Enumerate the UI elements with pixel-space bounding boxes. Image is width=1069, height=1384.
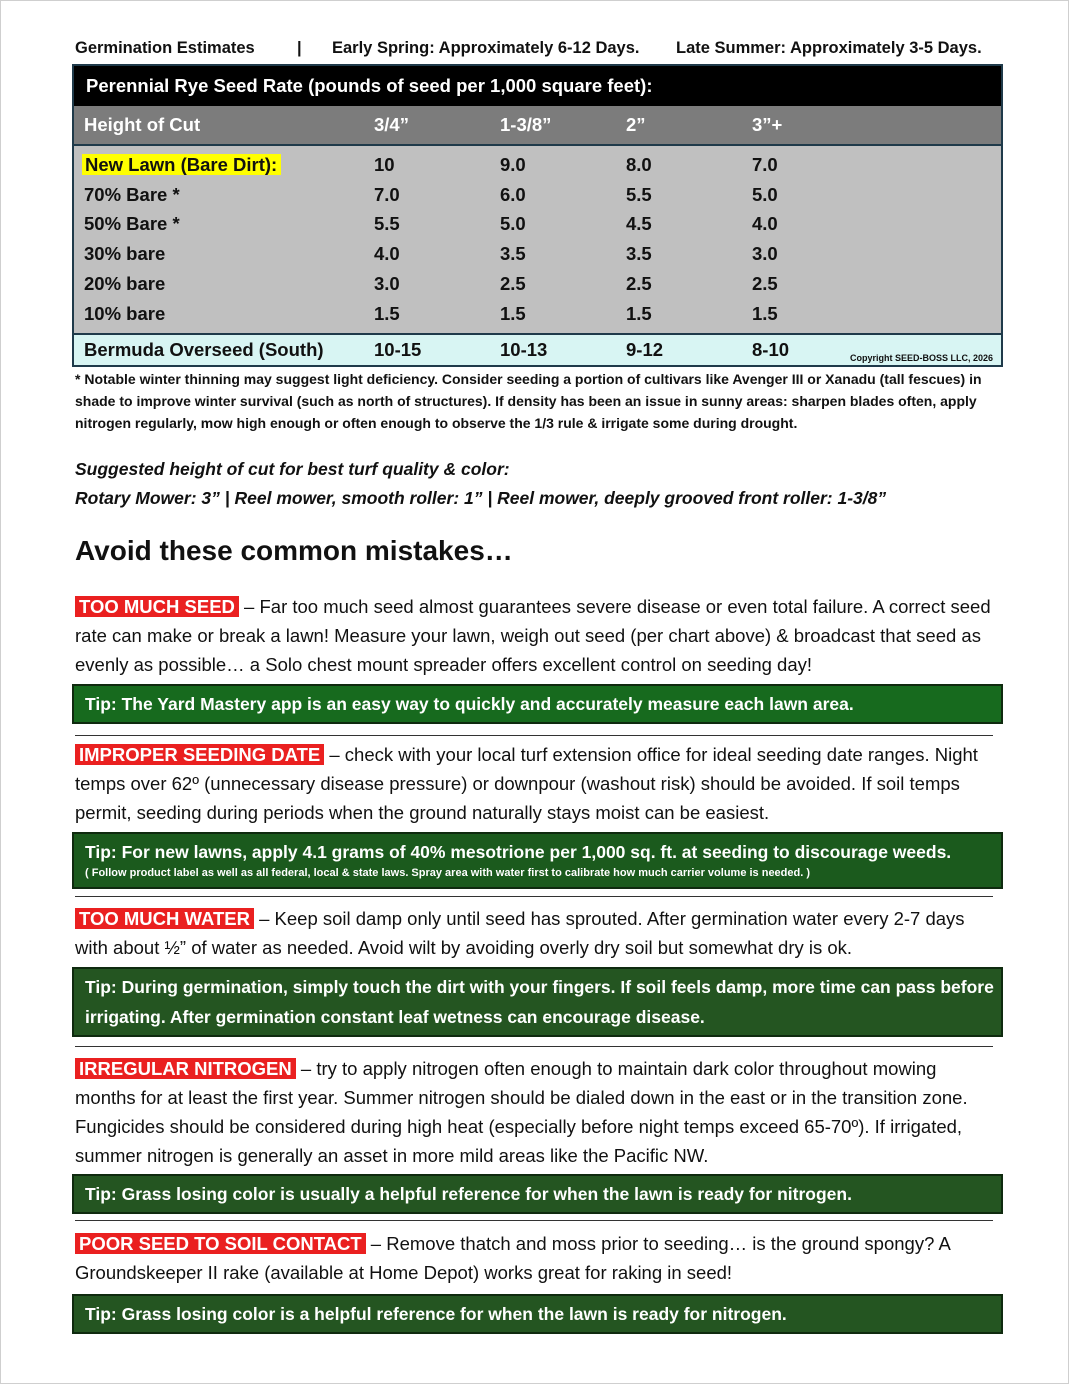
table-cell: 7.0 <box>752 153 778 175</box>
table-body <box>74 146 1001 333</box>
table-cell: 3.0 <box>374 273 400 295</box>
table-cell: 5.5 <box>374 213 400 235</box>
divider <box>75 735 993 736</box>
table-row <box>74 150 1001 180</box>
suggested-height-of-cut <box>75 455 1015 512</box>
mistake-tag: IRREGULAR NITROGEN <box>75 1058 296 1079</box>
highlighted-label: New Lawn (Bare Dirt): <box>82 154 281 175</box>
table-row <box>74 299 1001 329</box>
table-row <box>74 269 1001 299</box>
mistake-tag: TOO MUCH SEED <box>75 596 239 617</box>
copyright-notice: Copyright SEED-BOSS LLC, 2026 <box>849 352 993 363</box>
header-col-1: 3/4” <box>374 114 409 135</box>
header-col-2: 1-3/8” <box>500 114 552 135</box>
mistake-text: – check with your local turf extension office for ideal seeding date ranges. Night temps over 62º (unnecessary disease pressure) or downpour (washout risk) should be avoided. If soil temps permit, seeding during periods when the ground naturally stays moist can be easiest. <box>75 744 978 823</box>
seed-rate-table <box>72 64 1003 367</box>
table-cell: 8-10 <box>752 338 790 360</box>
table-cell: 1.5 <box>374 302 400 324</box>
mistake-poor-seed-to-soil-contact <box>75 1229 1000 1287</box>
divider <box>75 1220 993 1221</box>
table-cell: 8.0 <box>626 153 652 175</box>
mistake-irregular-nitrogen <box>75 1054 1000 1170</box>
divider <box>75 896 993 897</box>
table-cell: 4.5 <box>626 213 652 235</box>
suggest-details: Rotary Mower: 3” | Reel mower, smooth roller: 1” | Reel mower, deeply grooved front roller: 1-3/8” <box>75 487 887 508</box>
table-cell: 1.5 <box>500 302 526 324</box>
table-cell: 3.5 <box>626 243 652 265</box>
germination-separator: | <box>297 39 302 57</box>
divider <box>75 1046 993 1047</box>
header-col-4: 3”+ <box>752 114 783 135</box>
tip-text: Tip: For new lawns, apply 4.1 grams of 40% mesotrione per 1,000 sq. ft. at seeding to discourage weeds. <box>85 842 952 862</box>
mistake-tag: TOO MUCH WATER <box>75 908 254 929</box>
table-header-row <box>74 106 1001 146</box>
avoid-mistakes-heading: Avoid these common mistakes… <box>75 535 513 566</box>
row-label: 10% bare <box>84 302 166 324</box>
table-cell: 6.0 <box>500 183 526 205</box>
table-cell: 2.5 <box>752 273 778 295</box>
row-label: Bermuda Overseed (South) <box>84 338 324 360</box>
table-cell: 3.5 <box>500 243 526 265</box>
table-cell: 5.5 <box>626 183 652 205</box>
table-cell: 5.0 <box>500 213 526 235</box>
table-cell: 4.0 <box>752 213 778 235</box>
table-cell: 2.5 <box>626 273 652 295</box>
table-row <box>74 180 1001 210</box>
tip-text: Tip: Grass losing color is a helpful reference for when the lawn is ready for nitrogen. <box>85 1304 787 1324</box>
tip-disclaimer: ( Follow product label as well as all federal, local & state laws. Spray area with water first to calibrate how much carrier volume is needed. ) <box>85 867 811 879</box>
mistake-tag: POOR SEED TO SOIL CONTACT <box>75 1233 366 1254</box>
row-label: 50% Bare * <box>84 213 180 235</box>
table-row <box>74 210 1001 240</box>
mistake-improper-seeding-date <box>75 740 1000 827</box>
tip-box <box>72 1294 1003 1334</box>
table-title: Perennial Rye Seed Rate (pounds of seed per 1,000 square feet): <box>74 66 1001 106</box>
table-cell: 3.0 <box>752 243 778 265</box>
mistake-text: – try to apply nitrogen often enough to maintain dark color throughout mowing months for at least the first year. Summer nitrogen should be dialed down in the east or in the transition zone. Fungicides should be considered during high heat (especially before night temps exceed 65-70º). If irrigated, summer nitrogen is generally an asset in more mild areas like the Pacific NW. <box>75 1058 968 1166</box>
mistake-text: – Far too much seed almost guarantees severe disease or even total failure. A correct seed rate can make or break a lawn! Measure your lawn, weigh out seed (per chart above) & broadcast that seed as evenly as possible… a Solo chest mount spreader offers excellent control on seeding day! <box>75 596 991 675</box>
table-cell: 4.0 <box>374 243 400 265</box>
table-cell: 5.0 <box>752 183 778 205</box>
mistake-text: – Remove thatch and moss prior to seeding… is the ground spongy? A Groundskeeper II rake (available at Home Depot) works great for raking in seed! <box>75 1233 950 1283</box>
header-col-3: 2” <box>626 114 646 135</box>
table-cell: 10 <box>374 153 395 175</box>
table-cell: 9-12 <box>626 338 664 360</box>
mistake-too-much-water <box>75 904 1000 962</box>
suggest-heading: Suggested height of cut for best turf quality & color: <box>75 459 510 479</box>
footnote: * Notable winter thinning may suggest light deficiency. Consider seeding a portion of cultivars like Avenger III or Xanadu (tall fescues) in shade to improve winter survival (such as north of structures). If density has been an issue in sunny areas: sharpen blades often, apply nitrogen regularly, mow high enough or often enough to observe the 1/3 rule & irrigate some during drought. <box>75 371 982 431</box>
table-cell: 2.5 <box>500 273 526 295</box>
germination-late-summer: Late Summer: Approximately 3-5 Days. <box>676 39 982 57</box>
table-cell: 1.5 <box>752 302 778 324</box>
row-label: 20% bare <box>84 273 166 295</box>
mistake-text: – Keep soil damp only until seed has sprouted. After germination water every 2-7 days with about ½” of water as needed. Avoid wilt by avoiding overly dry soil but somewhat dry is ok. <box>75 908 965 958</box>
table-cell: 7.0 <box>374 183 400 205</box>
tip-box <box>72 1174 1003 1214</box>
tip-text: Tip: During germination, simply touch the dirt with your fingers. If soil feels damp, more time can pass before irrigating. After germination constant leaf wetness can encourage disease. <box>85 977 994 1027</box>
germination-label: Germination Estimates <box>75 39 255 57</box>
table-cell: 10-13 <box>500 338 548 360</box>
table-cell: 1.5 <box>626 302 652 324</box>
tip-box <box>72 684 1003 724</box>
table-cell: 10-15 <box>374 338 422 360</box>
tip-box <box>72 967 1003 1037</box>
germination-early-spring: Early Spring: Approximately 6-12 Days. <box>332 39 640 57</box>
header-height-of-cut: Height of Cut <box>84 114 201 135</box>
mistake-too-much-seed <box>75 592 1000 679</box>
mistake-tag: IMPROPER SEEDING DATE <box>75 744 324 765</box>
row-label: 70% Bare * <box>84 183 180 205</box>
row-label: 30% bare <box>84 243 166 265</box>
tip-text: Tip: Grass losing color is usually a helpful reference for when the lawn is ready for nitrogen. <box>85 1184 852 1204</box>
tip-text: Tip: The Yard Mastery app is an easy way to quickly and accurately measure each lawn area. <box>85 694 854 714</box>
table-row <box>74 239 1001 269</box>
tip-box <box>72 832 1003 889</box>
table-cell: 9.0 <box>500 153 526 175</box>
row-label <box>84 154 281 176</box>
bermuda-overseed-row <box>74 333 1001 365</box>
